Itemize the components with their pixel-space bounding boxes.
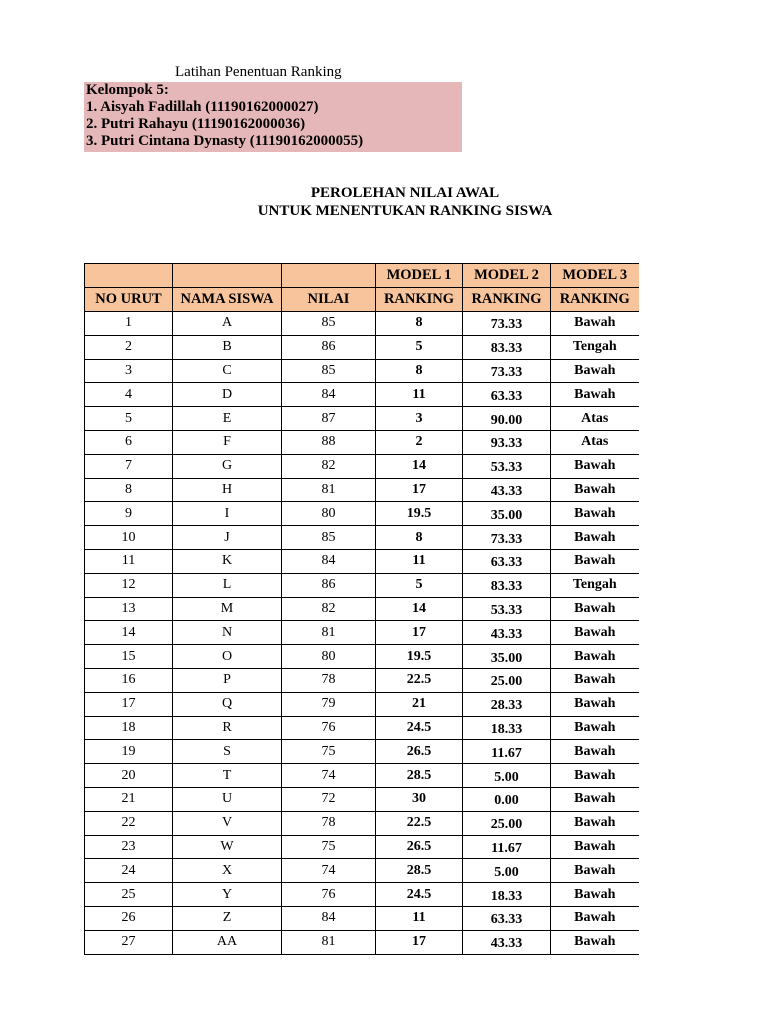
nilai-cell: 81	[282, 478, 376, 502]
model2-ranking-cell: 43.33	[463, 930, 551, 954]
nilai-cell: 76	[282, 716, 376, 740]
model1-ranking-cell: 17	[376, 621, 463, 645]
model2-ranking-cell: 11.67	[463, 740, 551, 764]
no-urut-cell: 10	[85, 526, 173, 550]
nama-siswa-cell: A	[173, 312, 282, 336]
nama-siswa-cell: M	[173, 597, 282, 621]
nama-siswa-cell: K	[173, 549, 282, 573]
header-ranking-1: RANKING	[376, 288, 463, 312]
model1-ranking-cell: 5	[376, 573, 463, 597]
model1-ranking-cell: 5	[376, 335, 463, 359]
model3-ranking-cell: Bawah	[551, 764, 639, 788]
model2-ranking-cell: 43.33	[463, 621, 551, 645]
model2-ranking-cell: 5.00	[463, 764, 551, 788]
nama-siswa-cell: Q	[173, 692, 282, 716]
table-row	[85, 312, 639, 336]
table-row	[85, 383, 639, 407]
model1-ranking-cell: 8	[376, 526, 463, 550]
nilai-cell: 78	[282, 668, 376, 692]
header-cell	[282, 264, 376, 288]
no-urut-cell: 19	[85, 740, 173, 764]
nama-siswa-cell: D	[173, 383, 282, 407]
nilai-cell: 81	[282, 621, 376, 645]
model1-ranking-cell: 30	[376, 787, 463, 811]
table-row	[85, 597, 639, 621]
model1-ranking-cell: 11	[376, 383, 463, 407]
no-urut-cell: 6	[85, 430, 173, 454]
model3-ranking-cell: Tengah	[551, 335, 639, 359]
nilai-cell: 74	[282, 764, 376, 788]
nilai-cell: 72	[282, 787, 376, 811]
nilai-cell: 85	[282, 312, 376, 336]
model3-ranking-cell: Bawah	[551, 478, 639, 502]
nilai-cell: 81	[282, 930, 376, 954]
model2-ranking-cell: 83.33	[463, 335, 551, 359]
model2-ranking-cell: 43.33	[463, 478, 551, 502]
model1-ranking-cell: 8	[376, 359, 463, 383]
group-info-box	[84, 82, 462, 152]
model3-ranking-cell: Bawah	[551, 787, 639, 811]
model1-ranking-cell: 3	[376, 407, 463, 431]
model3-ranking-cell: Bawah	[551, 716, 639, 740]
nama-siswa-cell: F	[173, 430, 282, 454]
model2-ranking-cell: 25.00	[463, 811, 551, 835]
ranking-table	[84, 263, 639, 955]
model3-ranking-cell: Bawah	[551, 526, 639, 550]
model2-ranking-cell: 93.33	[463, 430, 551, 454]
header-no-urut: NO URUT	[85, 288, 173, 312]
table-heading-line1: PEROLEHAN NILAI AWAL	[310, 185, 500, 201]
model3-ranking-cell: Bawah	[551, 883, 639, 907]
model1-ranking-cell: 11	[376, 906, 463, 930]
nilai-cell: 87	[282, 407, 376, 431]
no-urut-cell: 25	[85, 883, 173, 907]
nama-siswa-cell: Y	[173, 883, 282, 907]
no-urut-cell: 23	[85, 835, 173, 859]
model3-ranking-cell: Bawah	[551, 930, 639, 954]
model3-ranking-cell: Bawah	[551, 645, 639, 669]
model1-ranking-cell: 8	[376, 312, 463, 336]
nilai-cell: 84	[282, 906, 376, 930]
model2-ranking-cell: 90.00	[463, 407, 551, 431]
model1-ranking-cell: 2	[376, 430, 463, 454]
model2-ranking-cell: 53.33	[463, 597, 551, 621]
nama-siswa-cell: J	[173, 526, 282, 550]
group-member: 1. Aisyah Fadillah (11190162000027)	[86, 99, 319, 115]
table-body	[85, 312, 639, 955]
model2-ranking-cell: 73.33	[463, 312, 551, 336]
table-row	[85, 335, 639, 359]
table-row	[85, 883, 639, 907]
model1-ranking-cell: 28.5	[376, 859, 463, 883]
no-urut-cell: 14	[85, 621, 173, 645]
nama-siswa-cell: AA	[173, 930, 282, 954]
nilai-cell: 74	[282, 859, 376, 883]
table-header-row-top	[85, 264, 639, 288]
header-ranking-2: RANKING	[463, 288, 551, 312]
nilai-cell: 88	[282, 430, 376, 454]
table-row	[85, 668, 639, 692]
model2-ranking-cell: 25.00	[463, 668, 551, 692]
no-urut-cell: 9	[85, 502, 173, 526]
table-row	[85, 906, 639, 930]
model2-ranking-cell: 73.33	[463, 526, 551, 550]
table-row	[85, 359, 639, 383]
nilai-cell: 76	[282, 883, 376, 907]
model1-ranking-cell: 24.5	[376, 883, 463, 907]
header-model-3: MODEL 3	[551, 264, 639, 288]
model3-ranking-cell: Bawah	[551, 383, 639, 407]
model1-ranking-cell: 24.5	[376, 716, 463, 740]
nama-siswa-cell: I	[173, 502, 282, 526]
nama-siswa-cell: Z	[173, 906, 282, 930]
table-row	[85, 859, 639, 883]
table-row	[85, 407, 639, 431]
table-header-row-bottom	[85, 288, 639, 312]
header-model-1: MODEL 1	[376, 264, 463, 288]
table-row	[85, 454, 639, 478]
nilai-cell: 80	[282, 645, 376, 669]
table-row	[85, 573, 639, 597]
no-urut-cell: 11	[85, 549, 173, 573]
table-row	[85, 835, 639, 859]
model2-ranking-cell: 63.33	[463, 383, 551, 407]
model3-ranking-cell: Bawah	[551, 668, 639, 692]
model1-ranking-cell: 14	[376, 454, 463, 478]
model3-ranking-cell: Bawah	[551, 359, 639, 383]
model2-ranking-cell: 83.33	[463, 573, 551, 597]
table-row	[85, 811, 639, 835]
no-urut-cell: 16	[85, 668, 173, 692]
model1-ranking-cell: 22.5	[376, 668, 463, 692]
table-row	[85, 930, 639, 954]
group-member: 2. Putri Rahayu (11190162000036)	[86, 116, 306, 132]
model3-ranking-cell: Bawah	[551, 906, 639, 930]
model3-ranking-cell: Atas	[551, 430, 639, 454]
model3-ranking-cell: Bawah	[551, 835, 639, 859]
table-row	[85, 645, 639, 669]
nama-siswa-cell: P	[173, 668, 282, 692]
model3-ranking-cell: Bawah	[551, 312, 639, 336]
model1-ranking-cell: 14	[376, 597, 463, 621]
model3-ranking-cell: Bawah	[551, 692, 639, 716]
model1-ranking-cell: 19.5	[376, 502, 463, 526]
nama-siswa-cell: S	[173, 740, 282, 764]
document-title: Latihan Penentuan Ranking	[175, 64, 342, 80]
nama-siswa-cell: O	[173, 645, 282, 669]
nilai-cell: 86	[282, 335, 376, 359]
nama-siswa-cell: B	[173, 335, 282, 359]
no-urut-cell: 8	[85, 478, 173, 502]
header-cell	[85, 264, 173, 288]
header-nama-siswa: NAMA SISWA	[173, 288, 282, 312]
nama-siswa-cell: C	[173, 359, 282, 383]
model3-ranking-cell: Bawah	[551, 740, 639, 764]
model2-ranking-cell: 35.00	[463, 502, 551, 526]
table-row	[85, 764, 639, 788]
nama-siswa-cell: W	[173, 835, 282, 859]
no-urut-cell: 26	[85, 906, 173, 930]
model2-ranking-cell: 63.33	[463, 906, 551, 930]
nama-siswa-cell: U	[173, 787, 282, 811]
nama-siswa-cell: G	[173, 454, 282, 478]
nilai-cell: 79	[282, 692, 376, 716]
table-row	[85, 549, 639, 573]
model2-ranking-cell: 11.67	[463, 835, 551, 859]
nilai-cell: 86	[282, 573, 376, 597]
model3-ranking-cell: Bawah	[551, 621, 639, 645]
nilai-cell: 85	[282, 359, 376, 383]
group-label: Kelompok 5:	[86, 82, 169, 98]
nama-siswa-cell: X	[173, 859, 282, 883]
nama-siswa-cell: E	[173, 407, 282, 431]
nilai-cell: 84	[282, 383, 376, 407]
no-urut-cell: 15	[85, 645, 173, 669]
no-urut-cell: 12	[85, 573, 173, 597]
model3-ranking-cell: Bawah	[551, 597, 639, 621]
model2-ranking-cell: 5.00	[463, 859, 551, 883]
model2-ranking-cell: 0.00	[463, 787, 551, 811]
no-urut-cell: 21	[85, 787, 173, 811]
header-cell	[173, 264, 282, 288]
nilai-cell: 80	[282, 502, 376, 526]
nilai-cell: 84	[282, 549, 376, 573]
no-urut-cell: 22	[85, 811, 173, 835]
model2-ranking-cell: 63.33	[463, 549, 551, 573]
table-row	[85, 621, 639, 645]
nilai-cell: 82	[282, 454, 376, 478]
model1-ranking-cell: 11	[376, 549, 463, 573]
model1-ranking-cell: 22.5	[376, 811, 463, 835]
no-urut-cell: 3	[85, 359, 173, 383]
model1-ranking-cell: 28.5	[376, 764, 463, 788]
nilai-cell: 85	[282, 526, 376, 550]
table-row	[85, 526, 639, 550]
table-heading-line2: UNTUK MENENTUKAN RANKING SISWA	[257, 203, 553, 219]
model1-ranking-cell: 26.5	[376, 740, 463, 764]
no-urut-cell: 4	[85, 383, 173, 407]
header-model-2: MODEL 2	[463, 264, 551, 288]
nama-siswa-cell: T	[173, 764, 282, 788]
nilai-cell: 82	[282, 597, 376, 621]
nilai-cell: 75	[282, 740, 376, 764]
model2-ranking-cell: 18.33	[463, 716, 551, 740]
model2-ranking-cell: 53.33	[463, 454, 551, 478]
table-row	[85, 692, 639, 716]
nama-siswa-cell: R	[173, 716, 282, 740]
model2-ranking-cell: 73.33	[463, 359, 551, 383]
nama-siswa-cell: N	[173, 621, 282, 645]
group-member: 3. Putri Cintana Dynasty (11190162000055)	[86, 133, 364, 149]
table-row	[85, 430, 639, 454]
no-urut-cell: 20	[85, 764, 173, 788]
model1-ranking-cell: 17	[376, 478, 463, 502]
model3-ranking-cell: Bawah	[551, 859, 639, 883]
model3-ranking-cell: Bawah	[551, 549, 639, 573]
nama-siswa-cell: H	[173, 478, 282, 502]
model1-ranking-cell: 26.5	[376, 835, 463, 859]
model2-ranking-cell: 28.33	[463, 692, 551, 716]
model1-ranking-cell: 19.5	[376, 645, 463, 669]
model2-ranking-cell: 18.33	[463, 883, 551, 907]
header-nilai: NILAI	[282, 288, 376, 312]
model1-ranking-cell: 21	[376, 692, 463, 716]
no-urut-cell: 2	[85, 335, 173, 359]
no-urut-cell: 5	[85, 407, 173, 431]
model3-ranking-cell: Tengah	[551, 573, 639, 597]
model1-ranking-cell: 17	[376, 930, 463, 954]
table-row	[85, 740, 639, 764]
no-urut-cell: 27	[85, 930, 173, 954]
nilai-cell: 78	[282, 811, 376, 835]
no-urut-cell: 1	[85, 312, 173, 336]
table-row	[85, 478, 639, 502]
model3-ranking-cell: Bawah	[551, 811, 639, 835]
table-row	[85, 787, 639, 811]
model3-ranking-cell: Atas	[551, 407, 639, 431]
model3-ranking-cell: Bawah	[551, 454, 639, 478]
model2-ranking-cell: 35.00	[463, 645, 551, 669]
no-urut-cell: 18	[85, 716, 173, 740]
no-urut-cell: 24	[85, 859, 173, 883]
nama-siswa-cell: L	[173, 573, 282, 597]
model3-ranking-cell: Bawah	[551, 502, 639, 526]
nama-siswa-cell: V	[173, 811, 282, 835]
no-urut-cell: 7	[85, 454, 173, 478]
table-row	[85, 502, 639, 526]
header-ranking-3: RANKING	[551, 288, 639, 312]
no-urut-cell: 17	[85, 692, 173, 716]
nilai-cell: 75	[282, 835, 376, 859]
no-urut-cell: 13	[85, 597, 173, 621]
table-row	[85, 716, 639, 740]
